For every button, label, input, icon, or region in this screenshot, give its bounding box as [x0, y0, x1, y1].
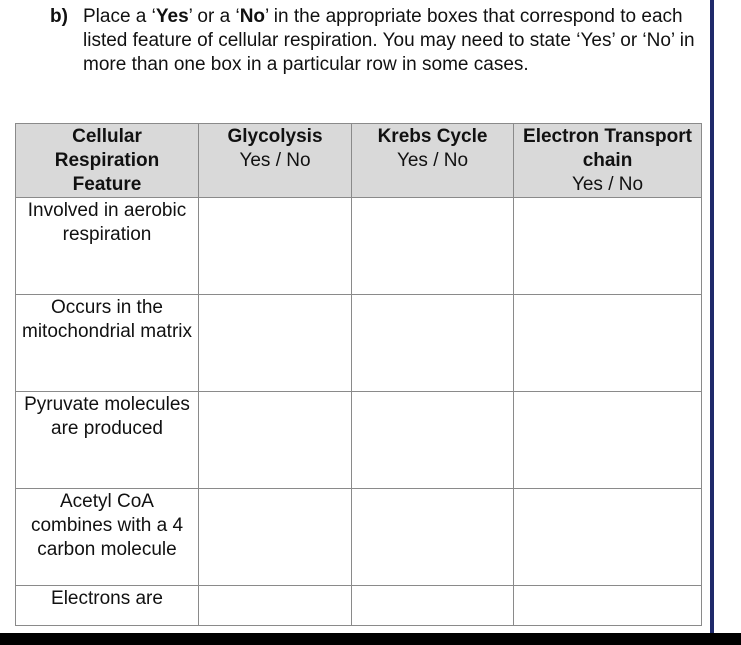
answer-box-krebs[interactable]	[352, 198, 514, 295]
question-b	[50, 5, 710, 77]
question-text-no: No	[239, 6, 266, 27]
question-text-part: ’ in the appropriate boxes that correspond to each listed feature of cellular respiration. You may need to state ‘Yes’ or ‘No’ in more than one box in a particular row in some cases.	[83, 6, 695, 75]
header-etc-title: Electron Transport chain	[523, 126, 692, 171]
header-krebs-sub: Yes / No	[396, 150, 469, 171]
header-krebs-cycle	[352, 124, 514, 198]
answer-box-glycolysis[interactable]	[199, 489, 352, 586]
feature-cell: Occurs in the mitochondrial matrix	[16, 295, 199, 392]
table-row	[16, 586, 702, 626]
header-feature	[16, 124, 199, 198]
header-glycolysis-title: Glycolysis	[227, 126, 323, 147]
table-row	[16, 489, 702, 586]
feature-cell: Electrons are	[16, 586, 199, 626]
table-row	[16, 392, 702, 489]
question-text-yes: Yes	[155, 6, 189, 27]
header-etc-sub: Yes / No	[571, 174, 644, 195]
header-krebs-title: Krebs Cycle	[377, 126, 488, 147]
answer-box-krebs[interactable]	[352, 295, 514, 392]
header-glycolysis	[199, 124, 352, 198]
question-number: b)	[50, 6, 68, 27]
feature-cell: Pyruvate molecules are produced	[16, 392, 199, 489]
cellular-respiration-table	[15, 123, 702, 626]
answer-box-etc[interactable]	[514, 198, 702, 295]
header-glycolysis-sub: Yes / No	[239, 150, 311, 171]
table-row	[16, 295, 702, 392]
feature-cell: Acetyl CoA combines with a 4 carbon molecule	[16, 489, 199, 586]
question-text	[83, 5, 710, 77]
answer-box-etc[interactable]	[514, 489, 702, 586]
answer-box-etc[interactable]	[514, 295, 702, 392]
answer-box-krebs[interactable]	[352, 489, 514, 586]
answer-box-krebs[interactable]	[352, 586, 514, 626]
answer-box-glycolysis[interactable]	[199, 198, 352, 295]
answer-box-glycolysis[interactable]	[199, 392, 352, 489]
answer-box-etc[interactable]	[514, 392, 702, 489]
answer-box-etc[interactable]	[514, 586, 702, 626]
header-electron-transport-chain	[514, 124, 702, 198]
answer-box-glycolysis[interactable]	[199, 586, 352, 626]
feature-cell: Involved in aerobic respiration	[16, 198, 199, 295]
page-margin-strip	[714, 0, 741, 633]
table-row	[16, 198, 702, 295]
table-header-row	[16, 124, 702, 198]
answer-box-krebs[interactable]	[352, 392, 514, 489]
question-text-part: Place a ‘	[83, 6, 156, 27]
header-feature-title: Cellular Respiration Feature	[54, 126, 160, 195]
answer-box-glycolysis[interactable]	[199, 295, 352, 392]
question-text-part: ’ or a ‘	[188, 6, 240, 27]
